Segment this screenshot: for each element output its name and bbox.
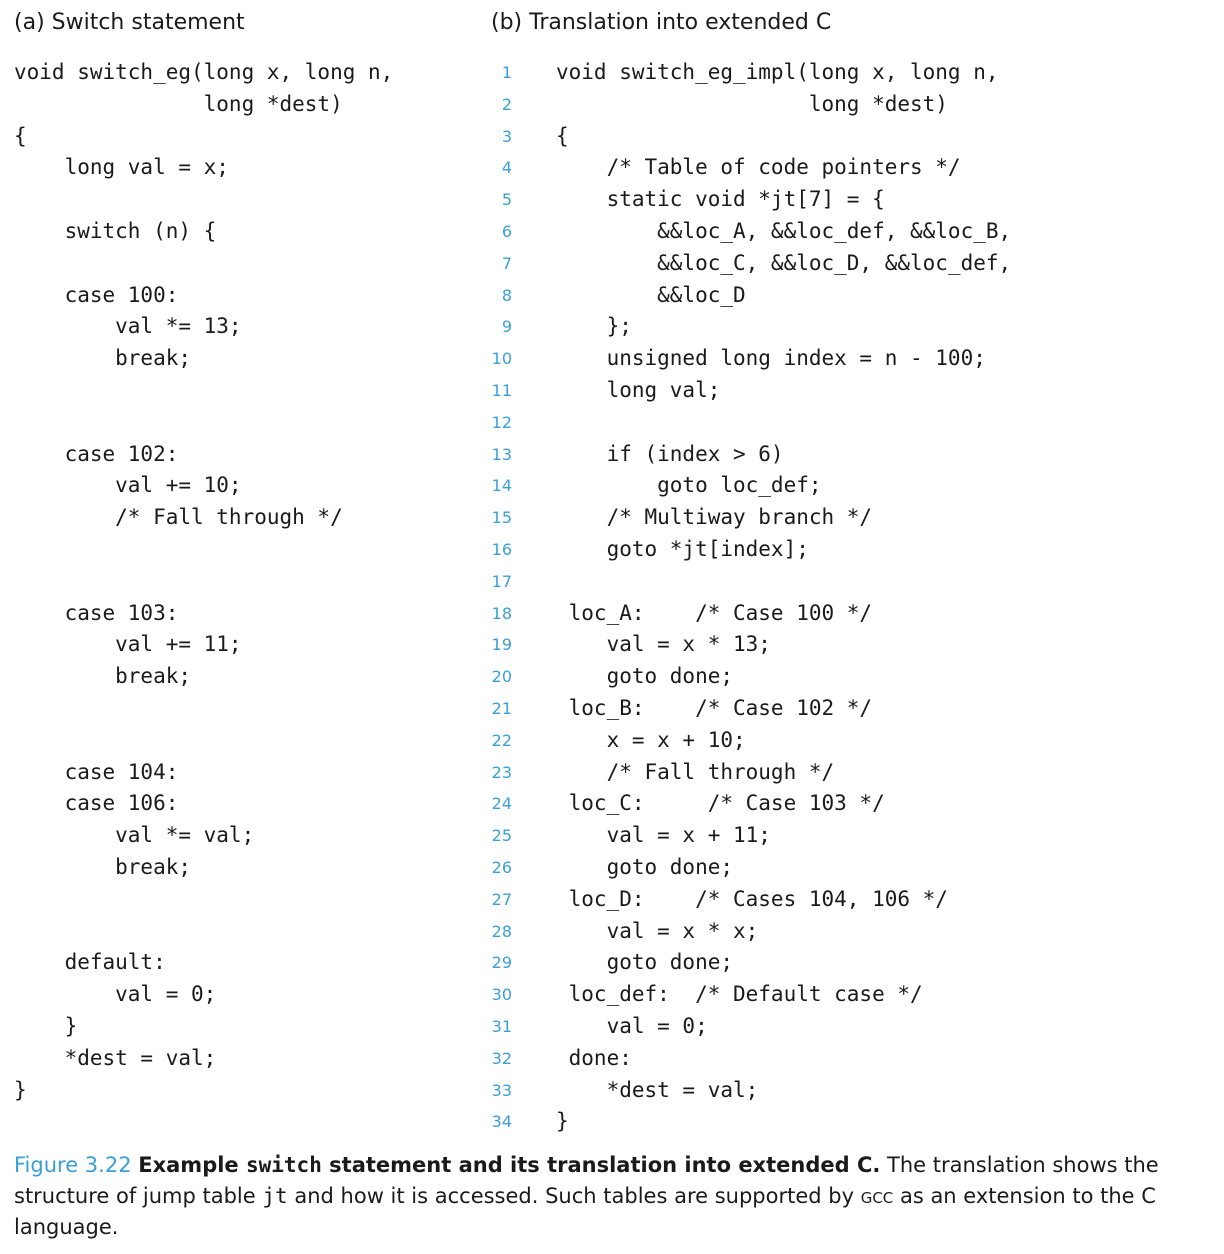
left-code-block: void switch_eg(long x, long n, long *dest) { long val = x; switch (n) { case 100: val *= 13; break; case 102: val += 10; /* Fall through */ case 103: val += 11; break; case 104: case 106: val *= val; break; default: val = 0; } *dest = val; }	[14, 60, 394, 1102]
line-number: 16	[491, 539, 512, 559]
line-number: 32	[491, 1048, 512, 1068]
line-number: 1	[501, 63, 512, 82]
title-text-1: Example	[138, 1153, 246, 1177]
title-code-switch: switch	[245, 1153, 322, 1177]
line-number: 28	[491, 921, 512, 941]
line-number: 12	[491, 412, 512, 432]
line-number: 25	[491, 826, 512, 846]
line-number: 10	[491, 349, 512, 369]
line-number: 31	[491, 1016, 512, 1036]
caption-text-2: and how it is accessed. Such tables are supported by	[287, 1184, 861, 1208]
line-number: 4	[501, 158, 512, 178]
right-panel-heading: (b) Translation into extended C	[491, 10, 832, 35]
left-panel-heading: (a) Switch statement	[14, 10, 245, 35]
line-number-gutter	[480, 57, 512, 1138]
line-number: 34	[491, 1112, 512, 1132]
title-text-2: statement and its translation into extended C.	[321, 1153, 881, 1177]
line-number: 21	[491, 698, 512, 718]
caption-code-jt: jt	[262, 1184, 288, 1208]
line-number: 5	[501, 190, 512, 210]
line-number: 27	[491, 889, 512, 909]
figure-label: Figure 3.22	[14, 1153, 132, 1177]
line-number: 33	[491, 1080, 512, 1100]
right-code-block: void switch_eg_impl(long x, long n, long *dest) { /* Table of code pointers */ static void *jt[7] = { &&loc_A, &&loc_def, &&loc_B, &&loc_C, &&loc_D, &&loc_def, &&loc_D }; unsigned long index = n - 100; long val; if (index > 6) goto loc_def; /* Multiway branch */ goto *jt[index]; loc_A: /* Case 100 */ val = x * 13; goto done; loc_B: /* Case 102 */ x = x + 10; /* Fall through */ loc_C: /* Case 103 */ val = x + 11; goto done; loc_D: /* Cases 104, 106 */ val = x * x; goto done; loc_def: /* Default case */ val = 0; done: *dest = val; }	[556, 60, 1012, 1134]
figure-caption	[14, 1150, 1210, 1243]
line-number: 2	[501, 94, 512, 114]
line-number: 18	[491, 603, 512, 623]
caption-text-3: as an extension to the C language.	[14, 1184, 1156, 1239]
line-number: 14	[491, 476, 512, 496]
line-number: 19	[491, 635, 512, 655]
line-number: 7	[501, 253, 512, 273]
line-number: 26	[491, 857, 512, 877]
line-number: 24	[491, 794, 512, 814]
line-number: 30	[491, 985, 512, 1005]
line-number: 17	[491, 571, 512, 591]
caption-text-1: The translation shows the structure of jump table	[14, 1153, 1159, 1208]
line-number: 3	[501, 126, 512, 146]
line-number: 6	[501, 221, 512, 241]
caption-gcc: gcc	[860, 1184, 894, 1208]
line-number: 11	[491, 380, 512, 400]
line-number: 23	[491, 762, 512, 782]
figure-title	[138, 1153, 880, 1177]
line-number: 29	[491, 953, 512, 973]
line-number: 15	[491, 508, 512, 528]
line-number: 13	[491, 444, 512, 464]
line-number: 22	[491, 730, 512, 750]
line-number: 20	[491, 667, 512, 687]
line-number: 8	[501, 285, 512, 305]
line-number: 9	[501, 317, 512, 337]
